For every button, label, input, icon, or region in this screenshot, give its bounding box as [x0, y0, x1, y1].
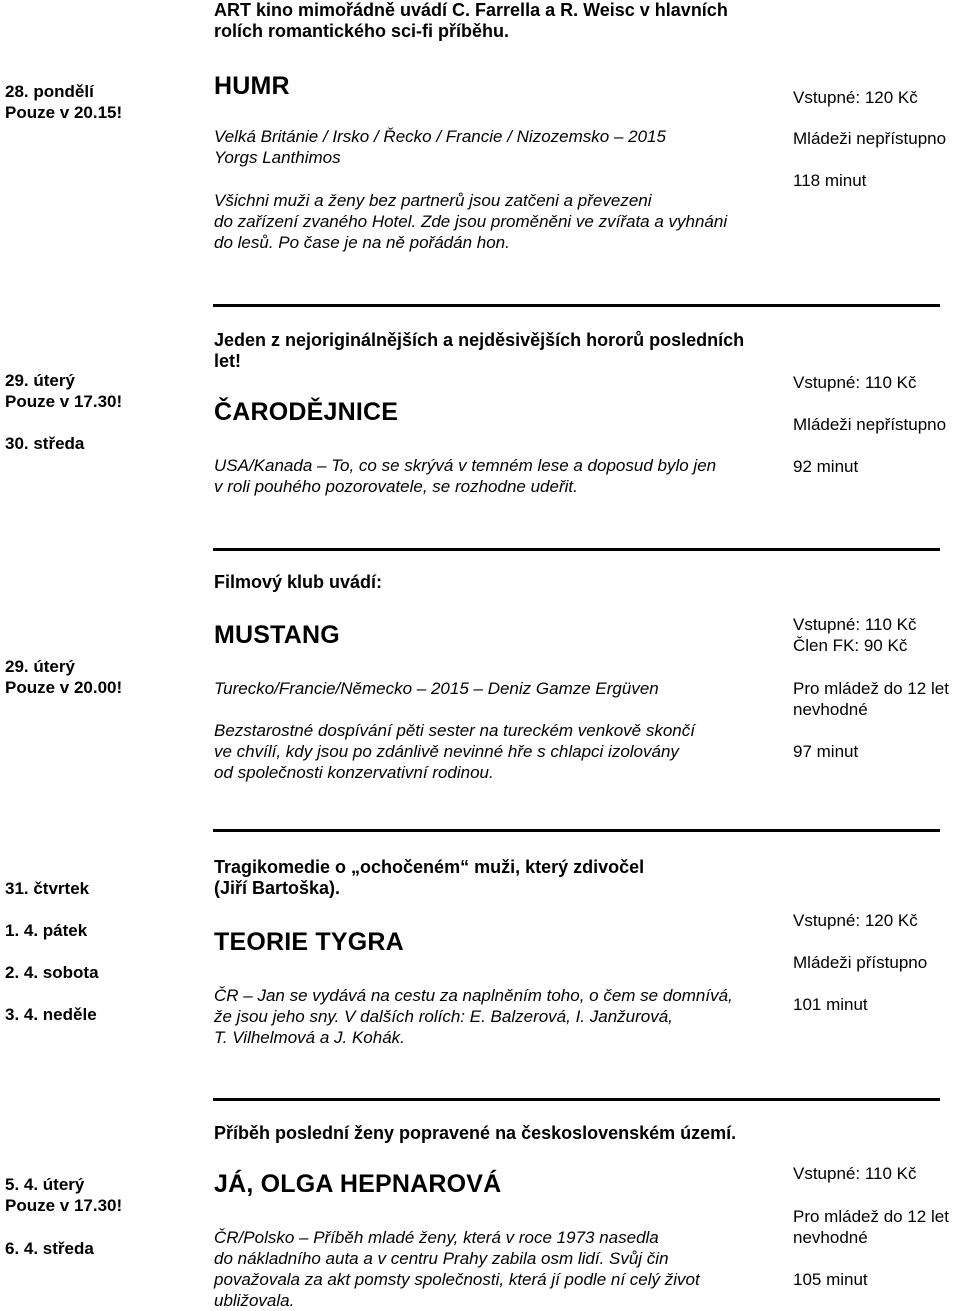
screening-date: 29. úterý — [5, 657, 75, 676]
screening-date: 3. 4. neděle — [5, 1005, 97, 1024]
film-age-rating: Pro mládež do 12 let nevhodné — [793, 679, 949, 719]
section-divider — [213, 829, 940, 832]
film-title: JÁ, OLGA HEPNAROVÁ — [214, 1170, 502, 1198]
film-intro: ART kino mimořádně uvádí C. Farrella a R. Weisc v hlavních rolích romantického sci-fi příběhu. — [214, 0, 728, 41]
screening-date: 1. 4. pátek — [5, 921, 88, 940]
film-title: TEORIE TYGRA — [214, 928, 404, 956]
film-duration: 97 minut — [793, 742, 859, 761]
film-duration: 105 minut — [793, 1270, 868, 1289]
film-price: Vstupné: 110 Kč — [793, 1164, 917, 1183]
screening-date: 6. 4. středa — [5, 1239, 94, 1258]
film-title: MUSTANG — [214, 621, 340, 649]
film-price: Vstupné: 110 Kč — [793, 373, 917, 392]
screening-date: 31. čtvrtek — [5, 879, 90, 898]
film-intro: Filmový klub uvádí: — [214, 572, 383, 592]
film-price: Vstupné: 120 Kč — [793, 88, 918, 107]
screening-date: 28. pondělí — [5, 82, 94, 101]
film-intro: Příběh poslední ženy popravené na československém území. — [214, 1123, 737, 1143]
film-intro: Jeden z nejoriginálnějších a nejděsivějších hororů posledních let! — [214, 330, 745, 371]
screening-date: 30. středa — [5, 434, 85, 453]
film-duration: 101 minut — [793, 995, 868, 1014]
film-title: HUMR — [214, 72, 290, 100]
film-origin: Turecko/Francie/Německo – 2015 – Deniz Gamze Ergüven — [214, 679, 659, 698]
screening-note: Pouze v 20.15! — [5, 103, 123, 122]
film-intro: Tragikomedie o „ochočeném“ muži, který zdivočel (Jiří Bartoška). — [214, 857, 645, 898]
screening-date: 2. 4. sobota — [5, 963, 99, 982]
film-age-rating: Pro mládež do 12 let nevhodné — [793, 1207, 949, 1247]
film-price: Vstupné: 110 Kč — [793, 615, 917, 634]
film-description: ČR – Jan se vydává na cestu za naplněním toho, o čem se domnívá, že jsou jeho sny. V dalších rolích: E. Balzerová, I. Janžurová, T. Vilhelmová a J. Kohák. — [214, 986, 733, 1047]
section-divider — [213, 548, 940, 551]
film-member-price: Člen FK: 90 Kč — [793, 636, 908, 655]
section-divider — [213, 1098, 940, 1101]
film-duration: 118 minut — [793, 171, 867, 190]
film-description: ČR/Polsko – Příběh mladé ženy, která v roce 1973 nasedla do nákladního auta a v centru Prahy zabila osm lidí. Svůj čin považovala za akt pomsty společnosti, která jí podle ní celý život ubližovala. — [214, 1228, 700, 1310]
screening-note: Pouze v 17.30! — [5, 392, 123, 411]
screening-date: 29. úterý — [5, 371, 75, 390]
screening-note: Pouze v 17.30! — [5, 1196, 123, 1215]
film-origin: Velká Británie / Irsko / Řecko / Francie / Nizozemsko – 2015 Yorgs Lanthimos — [214, 127, 666, 167]
film-description: Všichni muži a ženy bez partnerů jsou zatčeni a převezeni do zařízení zvaného Hotel. Zde jsou proměněni ve zvířata a vyhnáni do lesů. Po čase je na ně pořádán hon. — [214, 191, 728, 252]
screening-date: 5. 4. úterý — [5, 1175, 85, 1194]
film-description: Bezstarostné dospívání pěti sester na tureckém venkově skončí ve chvílí, kdy jsou po zdánlivě nevinné hře s chlapci izolovány od společnosti konzervativní rodinou. — [214, 721, 695, 782]
film-age-rating: Mládeži přístupno — [793, 953, 928, 972]
section-divider — [213, 304, 940, 307]
film-duration: 92 minut — [793, 457, 859, 476]
film-description: USA/Kanada – To, co se skrývá v temném lese a doposud bylo jen v roli pouhého pozorovatele, se rozhodne udeřit. — [214, 456, 717, 496]
film-title: ČARODĚJNICE — [214, 398, 399, 426]
screening-note: Pouze v 20.00! — [5, 678, 123, 697]
film-age-rating: Mládeži nepřístupno — [793, 415, 947, 434]
film-price: Vstupné: 120 Kč — [793, 911, 918, 930]
film-age-rating: Mládeži nepřístupno — [793, 129, 947, 148]
